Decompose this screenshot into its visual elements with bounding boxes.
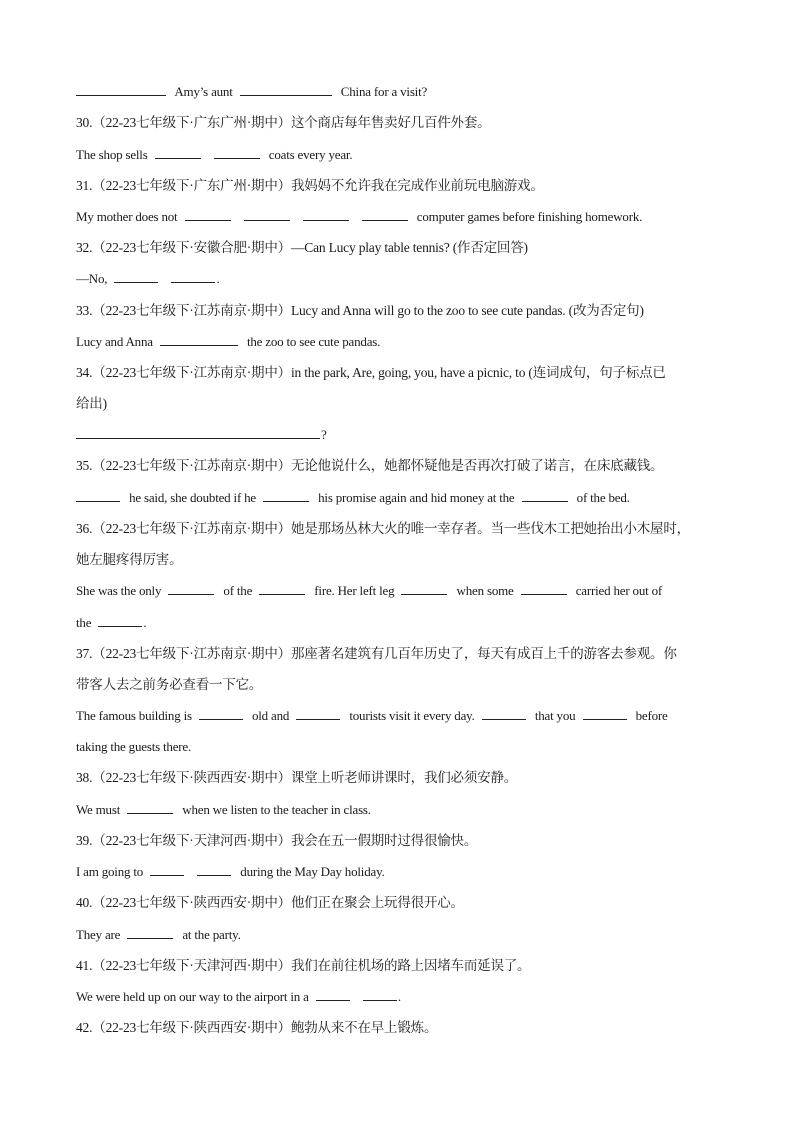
answer-line-41 [76,988,401,1006]
answer-blank[interactable] [583,707,627,720]
answer-line-36-cont [76,614,146,632]
answer-text: She was the only [76,583,162,598]
answer-text: China for a visit? [340,84,428,99]
answer-text: We were held up on our way to the airport in a [76,989,309,1004]
answer-line-37-cont: taking the guests there. [76,739,192,754]
answer-blank[interactable] [303,208,349,221]
answer-blank[interactable] [259,582,305,595]
answer-text: when we listen to the teacher in class. [182,802,371,817]
answer-blank[interactable] [296,707,340,720]
answer-text: . [397,989,401,1004]
answer-line-35 [76,489,630,507]
answer-text: . [143,615,147,630]
answer-text: old and [251,708,290,723]
answer-line-30 [76,146,352,164]
question-40: 40.（22-23七年级下·陕西西安·期中）他们正在聚会上玩得很开心。 [76,895,464,910]
answer-line-29 [76,83,427,101]
answer-blank[interactable] [171,270,215,283]
question-31: 31.（22-23七年级下·广东广州·期中）我妈妈不允许我在完成作业前玩电脑游戏。 [76,178,544,193]
answer-blank[interactable] [76,83,166,96]
question-37-tail: 带客人去之前务必查看一下它。 [76,677,263,692]
answer-text: The shop sells [76,147,148,162]
answer-text: his promise again and hid money at the [318,490,515,505]
answer-text: Amy’s aunt [174,84,233,99]
answer-line-39 [76,863,385,881]
question-34: 34.（22-23七年级下·江苏南京·期中）in the park, Are, going, you, have a picnic, to (连词成句，句子标点已 [76,365,666,380]
answer-blank[interactable] [168,582,214,595]
answer-text: of the bed. [576,490,630,505]
question-36: 36.（22-23七年级下·江苏南京·期中）她是那场丛林大火的唯一幸存者。当一些伐木工把她抬出小木屋时， [76,521,690,536]
question-30: 30.（22-23七年级下·广东广州·期中）这个商店每年售卖好几百件外套。 [76,115,491,130]
question-38: 38.（22-23七年级下·陕西西安·期中）课堂上听老师讲课时，我们必须安静。 [76,770,518,785]
answer-text: that you [534,708,576,723]
answer-text: I am going to [76,864,144,879]
answer-blank[interactable] [76,426,320,439]
answer-blank[interactable] [316,988,350,1001]
answer-line-37 [76,707,668,725]
answer-blank[interactable] [197,863,231,876]
answer-text: the zoo to see cute pandas. [246,334,381,349]
question-39: 39.（22-23七年级下·天津河西·期中）我会在五一假期时过得很愉快。 [76,833,478,848]
answer-blank[interactable] [185,208,231,221]
answer-blank[interactable] [76,489,120,502]
answer-blank[interactable] [155,146,201,159]
answer-blank[interactable] [114,270,158,283]
answer-text: of the [223,583,253,598]
answer-text: They are [76,927,121,942]
answer-blank[interactable] [127,926,173,939]
answer-text: when some [456,583,514,598]
answer-text: We must [76,802,121,817]
answer-blank[interactable] [214,146,260,159]
answer-text: . [216,271,220,286]
question-35: 35.（22-23七年级下·江苏南京·期中）无论他说什么，她都怀疑他是否再次打破了诺言，在床底藏钱。 [76,458,664,473]
answer-blank[interactable] [401,582,447,595]
question-33: 33.（22-23七年级下·江苏南京·期中）Lucy and Anna will go to the zoo to see cute pandas. (改为否定句) [76,303,644,318]
answer-text: Lucy and Anna [76,334,153,349]
answer-line-38 [76,801,371,819]
answer-blank[interactable] [244,208,290,221]
answer-text: coats every year. [268,147,353,162]
answer-line-32 [76,270,220,288]
answer-blank[interactable] [362,208,408,221]
answer-blank[interactable] [522,489,568,502]
answer-text: —No, [76,271,108,286]
answer-text: before [635,708,668,723]
answer-text: the [76,615,92,630]
question-32: 32.（22-23七年级下·安徽合肥·期中）—Can Lucy play table tennis? (作否定回答) [76,240,528,255]
answer-blank[interactable] [363,988,397,1001]
answer-blank[interactable] [240,83,332,96]
answer-text: at the party. [182,927,241,942]
answer-blank[interactable] [127,801,173,814]
answer-text: tourists visit it every day. [349,708,475,723]
answer-text: carried her out of [575,583,663,598]
answer-blank[interactable] [199,707,243,720]
answer-blank[interactable] [521,582,567,595]
answer-text: ? [321,427,327,442]
answer-line-36 [76,582,662,600]
answer-blank[interactable] [263,489,309,502]
answer-blank[interactable] [98,614,142,627]
answer-line-31 [76,208,642,226]
answer-text: during the May Day holiday. [240,864,385,879]
answer-text: My mother does not [76,209,178,224]
question-36-tail: 她左腿疼得厉害。 [76,552,183,567]
answer-text: The famous building is [76,708,192,723]
answer-blank[interactable] [150,863,184,876]
answer-text: he said, she doubted if he [129,490,256,505]
question-34-tail: 给出) [76,396,107,411]
answer-line-40 [76,926,241,944]
question-37: 37.（22-23七年级下·江苏南京·期中）那座著名建筑有几百年历史了，每天有成百上千的游客去参观。你 [76,646,677,661]
answer-line-34 [76,426,327,444]
answer-text: fire. Her left leg [314,583,395,598]
question-41: 41.（22-23七年级下·天津河西·期中）我们在前往机场的路上因堵车而延误了。 [76,958,531,973]
question-42: 42.（22-23七年级下·陕西西安·期中）鲍勃从来不在早上锻炼。 [76,1020,438,1035]
answer-line-33 [76,333,380,351]
answer-blank[interactable] [482,707,526,720]
answer-blank[interactable] [160,333,238,346]
answer-text: computer games before finishing homework. [416,209,643,224]
